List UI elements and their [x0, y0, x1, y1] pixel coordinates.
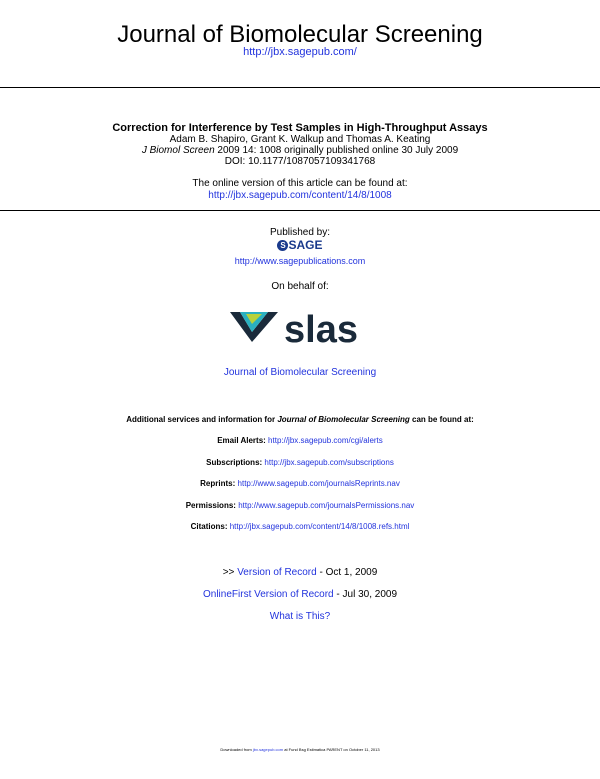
- journal-title: Journal of Biomolecular Screening: [117, 21, 483, 48]
- published-by-label: Published by:: [269, 227, 331, 238]
- service-link[interactable]: http://jbx.sagepub.com/subscriptions: [264, 458, 394, 467]
- journal-url-link[interactable]: http://jbx.sagepub.com/: [243, 46, 357, 58]
- online-first-version: [0, 589, 600, 600]
- article-authors: Adam B. Shapiro, Grant K. Walkup and Thomas A. Keating: [169, 134, 431, 145]
- sage-logo-text: SAGE: [288, 238, 323, 252]
- heading-prefix: Additional services and information for: [126, 415, 278, 424]
- service-link[interactable]: http://jbx.sagepub.com/cgi/alerts: [268, 436, 383, 445]
- slas-logo-text: slas: [284, 309, 358, 350]
- online-first-date: - Jul 30, 2009: [333, 589, 397, 600]
- article-title: Correction for Interference by Test Samples in High-Throughput Assays: [112, 122, 488, 134]
- citation-journal: J Biomol Screen: [141, 145, 215, 156]
- service-email-alerts: [0, 436, 600, 445]
- online-version-text: The online version of this article can be found at:: [192, 178, 408, 189]
- service-label: Citations:: [190, 522, 228, 531]
- article-url-link[interactable]: http://jbx.sagepub.com/content/14/8/1008: [208, 190, 392, 201]
- service-link[interactable]: http://www.sagepub.com/journalsPermissions.nav: [238, 501, 415, 510]
- what-is-this-link[interactable]: What is This?: [269, 611, 331, 622]
- download-footer: [0, 747, 600, 752]
- service-label: Reprints:: [200, 479, 236, 488]
- service-citations: [0, 522, 600, 531]
- service-label: Permissions:: [185, 501, 236, 510]
- journal-home-link[interactable]: Journal of Biomolecular Screening: [223, 367, 377, 378]
- sage-logo[interactable]: [0, 238, 600, 252]
- sage-s-icon: S: [277, 240, 288, 251]
- service-permissions: [0, 501, 600, 510]
- additional-services-heading: [0, 415, 600, 424]
- version-of-record: [0, 567, 600, 578]
- article-doi: DOI: 10.1177/1087057109341768: [224, 156, 376, 167]
- slas-logo[interactable]: [228, 304, 378, 350]
- heading-suffix: can be found at:: [409, 415, 474, 424]
- sage-url-link[interactable]: http://www.sagepublications.com: [234, 256, 366, 266]
- version-of-record-link[interactable]: Version of Record: [237, 567, 317, 578]
- service-label: Subscriptions:: [206, 458, 263, 467]
- divider: [0, 210, 600, 211]
- footer-link[interactable]: jbx.sagepub.com: [252, 747, 284, 752]
- on-behalf-label: On behalf of:: [271, 281, 329, 292]
- version-of-record-date: - Oct 1, 2009: [316, 567, 378, 578]
- footer-prefix: Downloaded from: [220, 747, 253, 752]
- divider: [0, 87, 600, 88]
- service-subscriptions: [0, 458, 600, 467]
- arrow-prefix: >>: [222, 567, 238, 578]
- footer-suffix: at Fund Bsg Estimatica PARENT on October 11, 2013: [283, 747, 380, 752]
- citation-details: 2009 14: 1008 originally published online 30 July 2009: [214, 145, 459, 156]
- service-reprints: [0, 479, 600, 488]
- service-label: Email Alerts:: [217, 436, 266, 445]
- service-link[interactable]: http://jbx.sagepub.com/content/14/8/1008.refs.html: [229, 522, 410, 531]
- service-link[interactable]: http://www.sagepub.com/journalsReprints.nav: [237, 479, 400, 488]
- article-citation: [0, 145, 600, 156]
- heading-journal: Journal of Biomolecular Screening: [277, 415, 410, 424]
- online-first-link[interactable]: OnlineFirst Version of Record: [203, 589, 334, 600]
